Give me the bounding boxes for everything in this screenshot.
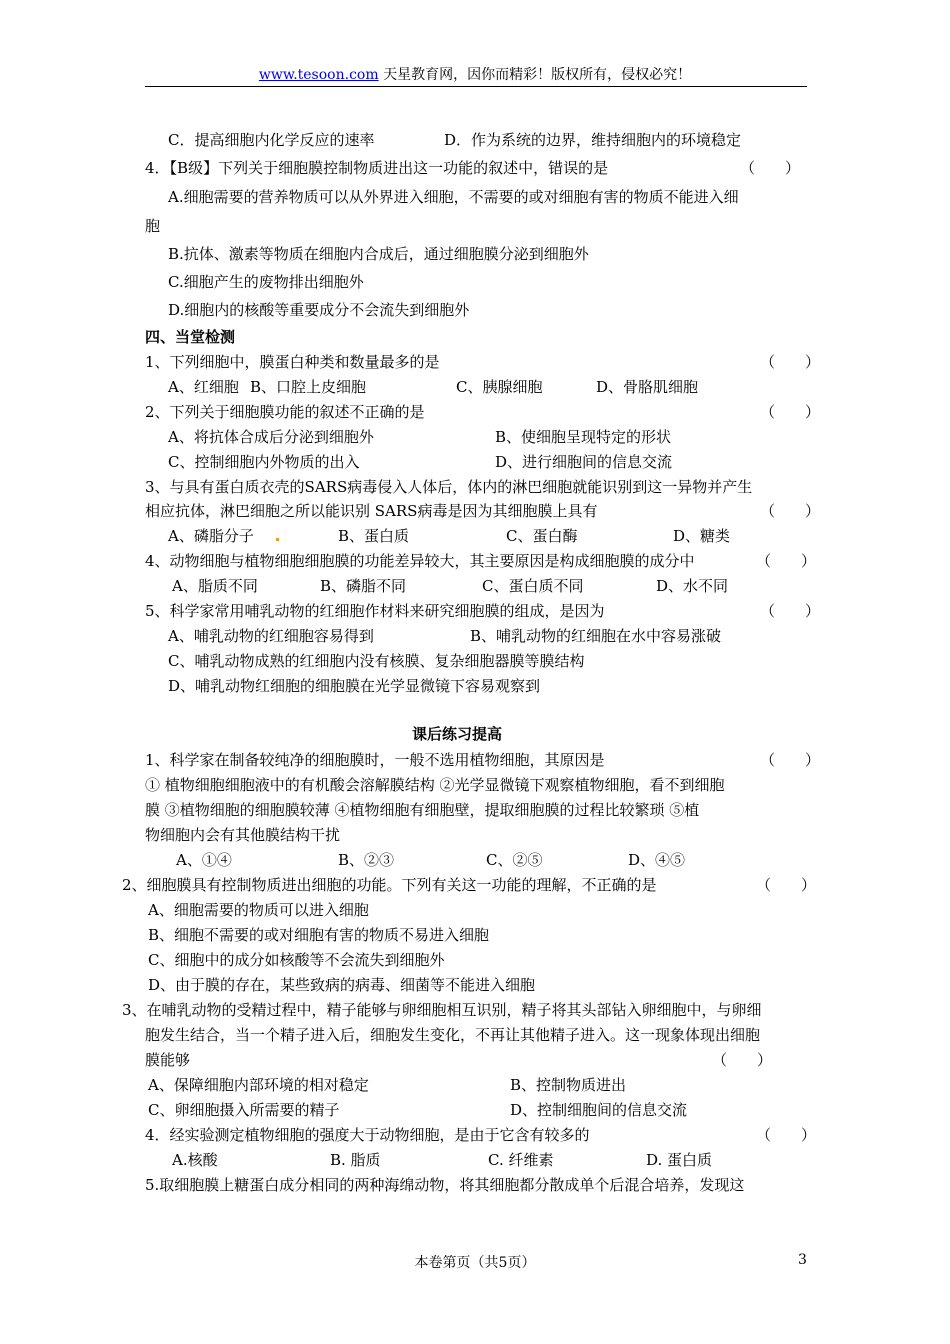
text-line: （ ） <box>760 502 821 520</box>
text-line: B、哺乳动物的红细胞在水中容易涨破 <box>470 627 722 645</box>
text-line: C、卵细胞摄入所需要的精子 <box>148 1101 340 1119</box>
text-line: （ ） <box>760 353 821 371</box>
text-line: D.细胞内的核酸等重要成分不会流失到细胞外 <box>168 301 470 319</box>
text-line: 4．【B级】下列关于细胞膜控制物质进出这一功能的叙述中，错误的是 <box>145 159 609 177</box>
text-line: 胞 <box>145 217 161 235</box>
stray-mark <box>276 538 279 541</box>
header-divider <box>145 86 807 87</box>
text-line: 1、科学家在制备较纯净的细胞膜时，一般不选用植物细胞，其原因是 <box>145 751 605 769</box>
text-line: 物细胞内会有其他膜结构干扰 <box>145 826 341 844</box>
text-line: D、水不同 <box>656 577 729 595</box>
text-line: 4、动物细胞与植物细胞细胞膜的功能差异较大，其主要原因是构成细胞膜的成分中 <box>145 552 695 570</box>
text-line: D．作为系统的边界，维持细胞内的环境稳定 <box>444 131 742 149</box>
text-line: 1、下列细胞中，膜蛋白种类和数量最多的是 <box>145 353 440 371</box>
text-line: A、脂质不同 <box>172 577 258 595</box>
text-line: 5、科学家常用哺乳动物的红细胞作材料来研究细胞膜的组成，是因为 <box>145 602 605 620</box>
text-line: ① 植物细胞细胞液中的有机酸会溶解膜结构 ②光学显微镜下观察植物细胞，看不到细胞 <box>145 776 725 794</box>
page-number: 3 <box>798 1252 807 1268</box>
text-line: 2、细胞膜具有控制物质进出细胞的功能。下列有关这一功能的理解，不正确的是 <box>122 876 657 894</box>
text-line: A、红细胞 <box>168 378 239 396</box>
text-line: B、细胞不需要的或对细胞有害的物质不易进入细胞 <box>148 926 490 944</box>
text-line: A.核酸 <box>172 1151 218 1169</box>
text-line: A、保障细胞内部环境的相对稳定 <box>148 1076 369 1094</box>
section-heading: 课后练习提高 <box>412 725 503 743</box>
text-line: D. 蛋白质 <box>646 1151 713 1169</box>
text-line: A、将抗体合成后分泌到细胞外 <box>168 428 374 446</box>
text-line: D、糖类 <box>673 527 731 545</box>
text-line: B. 脂质 <box>330 1151 381 1169</box>
text-line: （ ） <box>712 1051 773 1069</box>
text-line: D、进行细胞间的信息交流 <box>495 453 673 471</box>
text-line: 相应抗体，淋巴细胞之所以能识别 SARS病毒是因为其细胞膜上具有 <box>145 502 598 520</box>
text-line: B、使细胞呈现特定的形状 <box>495 428 672 446</box>
site-link[interactable]: www.tesoon.com <box>258 67 379 83</box>
text-line: 4．经实验测定植物细胞的强度大于动物细胞，是由于它含有较多的 <box>145 1126 590 1144</box>
text-line: 2、下列关于细胞膜功能的叙述不正确的是 <box>145 403 425 421</box>
text-line: C、蛋白质不同 <box>482 577 584 595</box>
text-line: D、哺乳动物红细胞的细胞膜在光学显微镜下容易观察到 <box>168 677 541 695</box>
text-line: （ ） <box>756 552 817 570</box>
text-line: B、控制物质进出 <box>510 1076 627 1094</box>
text-line: C、②⑤ <box>486 851 543 869</box>
text-line: D、由于膜的存在，某些致病的病毒、细菌等不能进入细胞 <box>148 976 536 994</box>
text-line: 胞发生结合，当一个精子进入后，细胞发生变化，不再让其他精子进入。这一现象体现出细胞 <box>145 1026 761 1044</box>
text-line: D、骨胳肌细胞 <box>596 378 699 396</box>
text-line: A.细胞需要的营养物质可以从外界进入细胞，不需要的或对细胞有害的物质不能进入细 <box>168 188 739 206</box>
text-line: A、细胞需要的物质可以进入细胞 <box>148 901 369 919</box>
text-line: C、细胞中的成分如核酸等不会流失到细胞外 <box>148 951 445 969</box>
text-line: D、④⑤ <box>628 851 686 869</box>
text-line: C.细胞产生的废物排出细胞外 <box>168 273 364 291</box>
text-line: B、②③ <box>338 851 395 869</box>
text-line: B、口腔上皮细胞 <box>250 378 367 396</box>
text-line: D、控制细胞间的信息交流 <box>510 1101 688 1119</box>
text-line: 膜能够 <box>145 1051 191 1069</box>
text-line: A、哺乳动物的红细胞容易得到 <box>168 627 374 645</box>
text-line: B、磷脂不同 <box>320 577 407 595</box>
text-line: 3、在哺乳动物的受精过程中，精子能够与卵细胞相互识别，精子将其头部钻入卵细胞中，与卵细 <box>122 1001 762 1019</box>
text-line: 膜 ③植物细胞的细胞膜较薄 ④植物细胞有细胞壁，提取细胞膜的过程比较繁琐 ⑤植 <box>145 801 700 819</box>
text-line: C、控制细胞内外物质的出入 <box>168 453 360 471</box>
text-line: （ ） <box>760 602 821 620</box>
text-line: （ ） <box>760 403 821 421</box>
text-line: C．提高细胞内化学反应的速率 <box>168 131 375 149</box>
text-line: B、蛋白质 <box>338 527 410 545</box>
text-line: A、磷脂分子 <box>168 527 254 545</box>
text-line: C、蛋白酶 <box>506 527 578 545</box>
text-line: 5.取细胞膜上糖蛋白成分相同的两种海绵动物，将其细胞都分散成单个后混合培养，发现这 <box>145 1176 745 1194</box>
text-line: C. 纤维素 <box>488 1151 554 1169</box>
text-line: B.抗体、激素等物质在细胞内合成后，通过细胞膜分泌到细胞外 <box>168 245 589 263</box>
page-footer: 本卷第页（共5页） <box>414 1255 536 1271</box>
text-line: （ ） <box>756 1126 817 1144</box>
text-line: A、①④ <box>176 851 232 869</box>
page-header <box>145 64 805 84</box>
section-heading: 四、当堂检测 <box>145 328 236 346</box>
text-line: C、胰腺细胞 <box>456 378 543 396</box>
text-line: （ ） <box>740 159 801 177</box>
text-line: （ ） <box>756 876 817 894</box>
text-line: 3、与具有蛋白质衣壳的SARS病毒侵入人体后，体内的淋巴细胞就能识别到这一异物并产生 <box>145 478 753 496</box>
text-line: （ ） <box>760 751 821 769</box>
header-slogan: 天星教育网，因你而精彩！版权所有，侵权必究！ <box>383 67 692 83</box>
text-line: C、哺乳动物成熟的红细胞内没有核膜、复杂细胞器膜等膜结构 <box>168 652 585 670</box>
